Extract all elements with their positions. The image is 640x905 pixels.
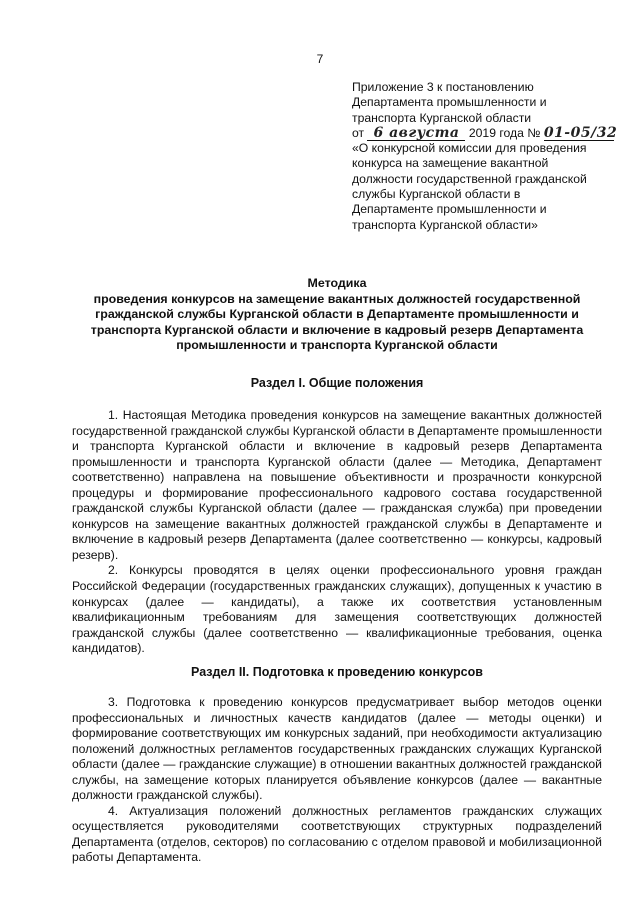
appendix-caption-line: должности государственной гражданской	[352, 171, 587, 186]
appendix-caption-line: конкурса на замещение вакантной	[352, 156, 549, 171]
appendix-line-2: Департамента промышленности и	[352, 95, 547, 110]
section-1-body	[72, 408, 602, 657]
appendix-caption-line: транспорта Курганской области»	[352, 217, 538, 232]
title-line: гражданской службы Курганской области в Департаменте промышленности и	[95, 307, 579, 322]
appendix-block	[352, 80, 618, 233]
appendix-line-1: Приложение 3 к постановлению	[352, 80, 534, 94]
paragraph: 1. Настоящая Методика проведения конкурсов на замещение вакантных должностей государственной гражданской службы Курганской области в Департаменте промышленности и транспорта Курганской области и включение в кадровый резерв Департамента промышленности и транспорта Курганской области (далее — Методика, Департамент соответственно) направлена на повышение объективности и прозрачности конкурсной процедуры и формирование профессионального кадрового состава государственной гражданской службы Курганской области (далее — гражданская служба) при проведении конкурсов на замещение вакантных должностей гражданской службы в Департаменте и включение в кадровый резерв Департамента (далее соответственно — конкурсы, кадровый резерв).	[72, 408, 602, 562]
title-line: проведения конкурсов на замещение вакантных должностей государственной	[93, 291, 581, 306]
appendix-caption-line: Департаменте промышленности и	[352, 202, 547, 217]
title-line: промышленности и транспорта Курганской области	[176, 338, 498, 353]
document-title	[72, 276, 602, 354]
paragraph: 4. Актуализация положений должностных регламентов гражданских служащих осуществляется руководителями соответствующих структурных подразделений Департамента (отделов, секторов) по согласованию с отделом правовой и мобилизационной работы Департамента.	[72, 803, 602, 865]
handwritten-date: 6 августа	[367, 127, 465, 141]
title-line: транспорта Курганской области и включение в кадровый резерв Департамента	[90, 322, 584, 337]
section-2-body	[72, 695, 602, 866]
appendix-caption-line: «О конкурсной комиссии для проведения	[352, 141, 587, 156]
handwritten-number: 01-05/32	[543, 124, 618, 141]
appendix-line-3: транспорта Курганской области	[352, 110, 532, 125]
page-number: 7	[316, 52, 324, 66]
title-line: Методика	[307, 276, 367, 290]
appendix-caption-line: службы Курганской области в	[352, 187, 521, 202]
section-1-heading: Раздел I. Общие положения	[250, 376, 424, 390]
appendix-from-prefix: от	[352, 125, 365, 140]
paragraph: 2. Конкурсы проводятся в целях оценки профессионального уровня граждан Российской Федерации (государственных гражданских служащих), допущенных к участию в конкурсах (далее — кандидаты), а также их соответствия установленным квалификационным требованиям для замещения соответствующих должностей гражданской службы (далее соответственно — квалификационные требования, оценка кандидатов).	[72, 563, 602, 656]
paragraph: 3. Подготовка к проведению конкурсов предусматривает выбор методов оценки профессиональных и личностных качеств кандидатов (далее — методы оценки) и формирование соответствующих им конкурсных заданий, при необходимости актуализацию положений должностных регламентов государственных гражданских служащих Курганской области (далее — гражданские служащие) в отношении вакантных должностей гражданской службы, на замещение которых планируется объявление конкурсов (далее — вакантные должности гражданской службы).	[72, 695, 602, 803]
appendix-year-text: 2019 года №	[468, 125, 541, 140]
appendix-date-line	[352, 124, 618, 141]
section-2-heading: Раздел II. Подготовка к проведению конкурсов	[191, 665, 483, 679]
